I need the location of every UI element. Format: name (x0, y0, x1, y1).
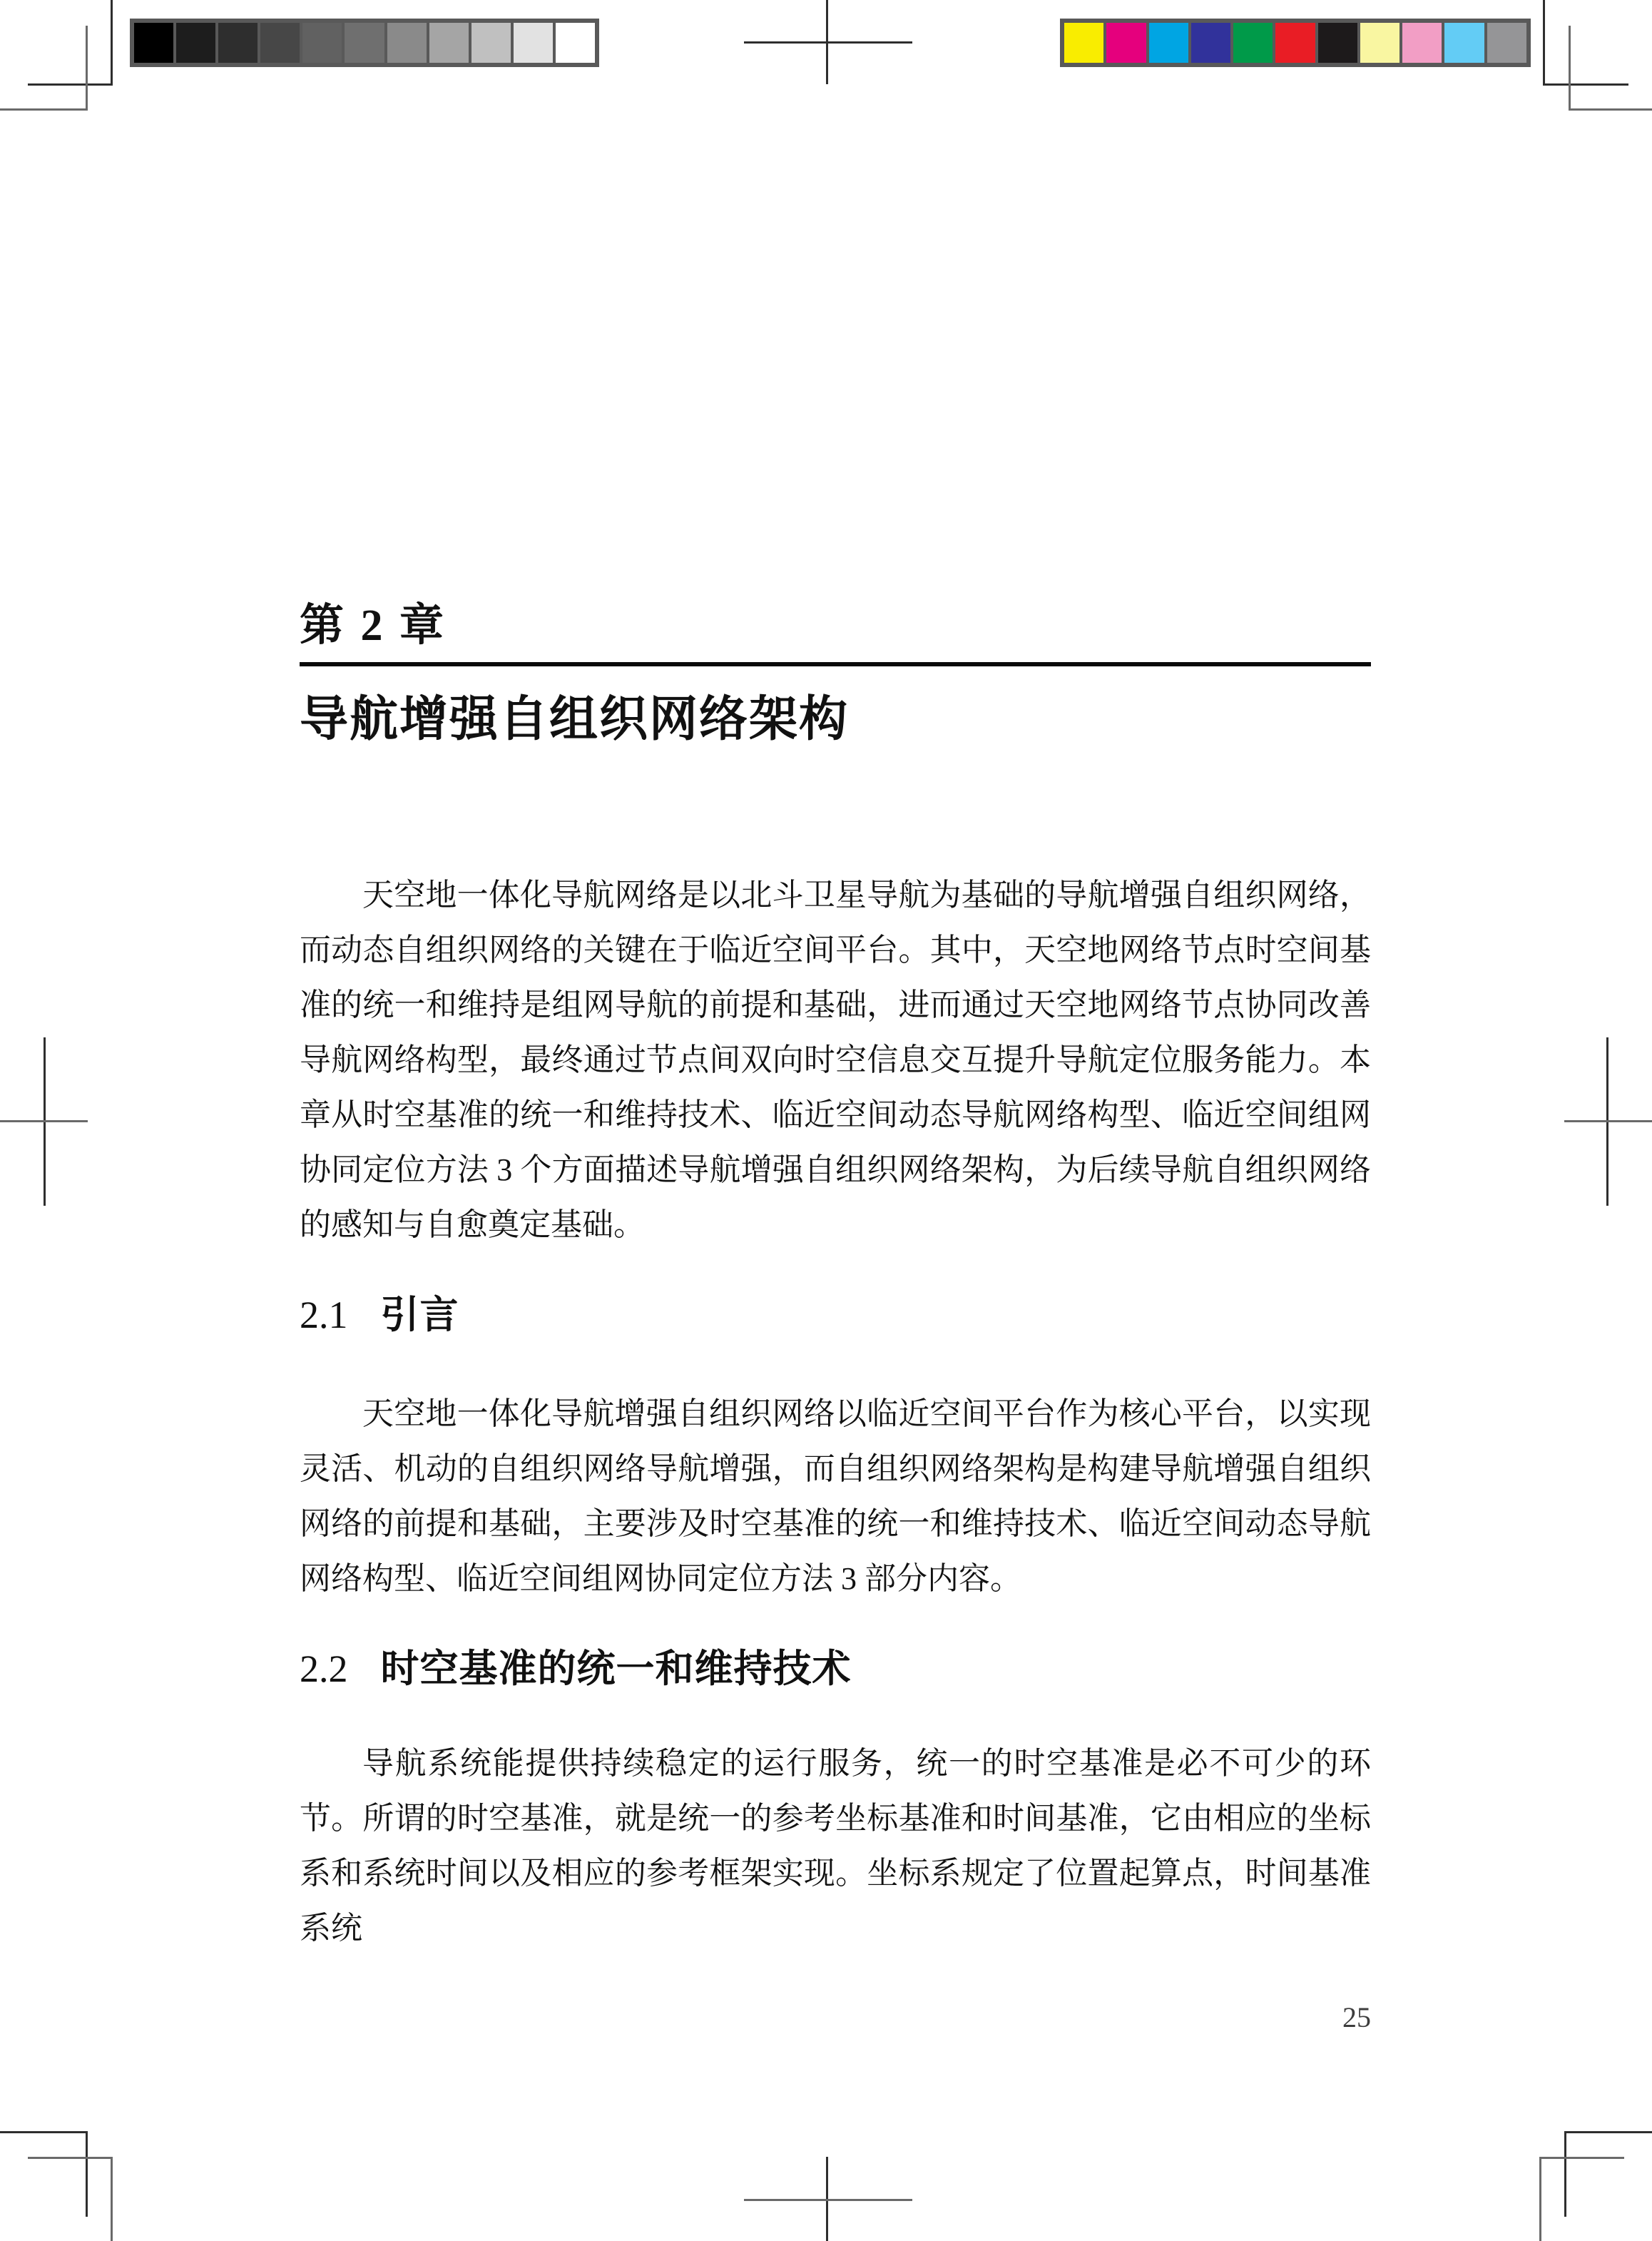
crop-mark-bottom-right (1564, 2131, 1566, 2217)
chapter-title: 导航增强自组织网络架构 (300, 692, 850, 746)
crop-mark-bottom-left (28, 2157, 113, 2159)
crop-mark-bottom-right (1564, 2131, 1652, 2133)
crop-mark-right-middle (1564, 1120, 1652, 1122)
calibration-swatch (1444, 23, 1484, 63)
crop-mark-top-right (1569, 26, 1571, 111)
crop-mark-top-left (111, 0, 113, 86)
calibration-swatch (1233, 23, 1273, 63)
crop-mark-top-right (1569, 108, 1652, 111)
crop-mark-left-middle (0, 1120, 88, 1122)
calibration-swatch (302, 23, 342, 63)
crop-mark-top-left (28, 83, 113, 86)
calibration-swatch (260, 23, 300, 63)
section-2-1-paragraph: 天空地一体化导航增强自组织网络以临近空间平台作为核心平台，以实现灵活、机动的自组织网络导航增强，而自组织网络架构是构建导航增强自组织网络的前提和基础，主要涉及时空基准的统一和维持技术、临近空间动态导航网络构型、临近空间组网协同定位方法 3 部分内容。 (300, 1396, 1371, 1596)
crop-mark-bottom-center (744, 2199, 912, 2201)
crop-mark-top-right (1543, 0, 1545, 86)
calibration-swatch (387, 23, 427, 63)
calibration-swatch (176, 23, 215, 63)
color-calibration-bar (1060, 19, 1531, 67)
calibration-swatch (1402, 23, 1442, 63)
calibration-swatch (1191, 23, 1230, 63)
crop-mark-bottom-left (111, 2157, 113, 2241)
crop-mark-bottom-left (86, 2131, 88, 2217)
crop-mark-bottom-left (0, 2131, 88, 2133)
crop-mark-top-left (86, 26, 88, 111)
section-number: 2.2 (300, 1647, 348, 1690)
page-number: 25 (1342, 2001, 1371, 2033)
section-2-2-paragraph: 导航系统能提供持续稳定的运行服务，统一的时空基准是必不可少的环节。所谓的时空基准，就是统一的参考坐标基准和时间基准，它由相应的坐标系和系统时间以及相应的参考框架实现。坐标系规定了位置起算点，时间基准系统 (300, 1746, 1371, 1946)
calibration-swatch (471, 23, 511, 63)
section-title: 引言 (380, 1294, 459, 1336)
calibration-swatch (134, 23, 173, 63)
chapter-number: 第 2 章 (300, 601, 447, 650)
calibration-swatch (514, 23, 553, 63)
calibration-swatch (1149, 23, 1188, 63)
calibration-swatch (556, 23, 595, 63)
section-title: 时空基准的统一和维持技术 (380, 1647, 852, 1690)
section-heading-2-1 (300, 1284, 1371, 1339)
chapter-intro-paragraph: 天空地一体化导航网络是以北斗卫星导航为基础的导航增强自组织网络，而动态自组织网络的关键在于临近空间平台。其中，天空地网络节点时空间基准的统一和维持是组网导航的前提和基础，进而通过天空地网络节点协同改善导航网络构型，最终通过节点间双向时空信息交互提升导航定位服务能力。本章从时空基准的统一和维持技术、临近空间动态导航网络构型、临近空间组网协同定位方法 3 个方面描述导航增强自组织网络架构，为后续导航自组织网络的感知与自愈奠定基础。 (300, 878, 1371, 1242)
grayscale-calibration-bar (130, 19, 599, 67)
calibration-swatch (1275, 23, 1315, 63)
calibration-swatch (345, 23, 384, 63)
crop-mark-top-left (0, 108, 88, 111)
section-number: 2.1 (300, 1294, 348, 1336)
chapter-rule (300, 662, 1371, 666)
calibration-swatch (1064, 23, 1103, 63)
calibration-swatch (1360, 23, 1399, 63)
calibration-swatch (1487, 23, 1526, 63)
crop-mark-top-center (744, 41, 912, 44)
crop-mark-bottom-right (1539, 2157, 1541, 2241)
crop-mark-bottom-right (1539, 2157, 1624, 2159)
section-heading-2-2 (300, 1638, 1371, 1693)
calibration-swatch (1318, 23, 1357, 63)
calibration-swatch (218, 23, 258, 63)
calibration-swatch (429, 23, 469, 63)
calibration-swatch (1106, 23, 1146, 63)
crop-mark-top-right (1543, 83, 1628, 86)
